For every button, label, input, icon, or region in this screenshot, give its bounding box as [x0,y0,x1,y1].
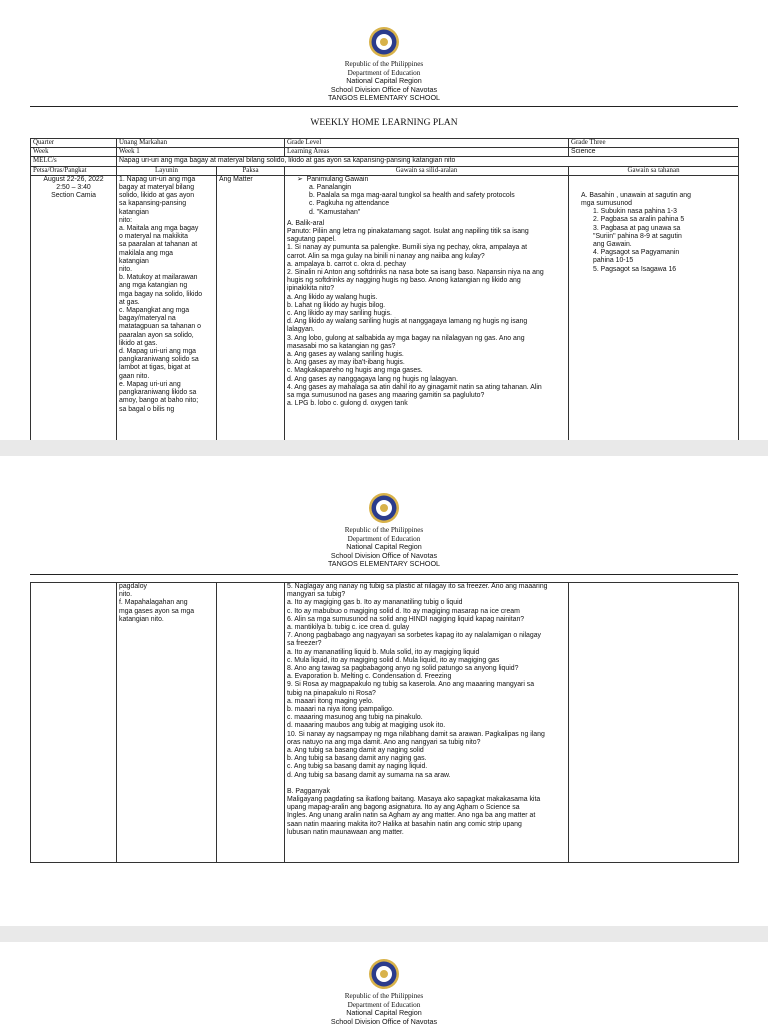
deped-seal-icon [368,958,400,990]
text-line: a. Ito ay magiging gas b. Ito ay mananatiling tubig o liquid [287,599,463,607]
text-line: Panuto: Piliin ang letra ng pinakatamang sagot. Isulat ang napiling titik sa isang [287,228,529,236]
text-line: a. Ang tubig sa basang damit ay naging solid [287,747,424,755]
layunin-lines [119,583,214,624]
text-line: sa paaralan at tahanan at [119,241,198,249]
col-header-layunin: Layunin [117,166,217,175]
text-line: "Suriin" pahina 8-9 at sagutin [593,232,682,240]
text-line: carrot. Alin sa mga gulay na binili ni nanay ang naiiba ang kulay? [287,252,485,260]
header-line-division: School Division Office of Navotas [330,84,438,94]
text-line: 6. Alin sa mga sumusunod na solid ang HINDI nagiging liquid kapag nainitan? [287,615,525,623]
text-line: c. Magkakapareho ng hugis ang mga gases. [287,367,423,375]
text-line: a. Evaporation b. Melting c. Condensation d. Freezing [287,673,452,681]
text-line: a. LPG b. lobo c. gulong d. oxygen tank [287,400,408,408]
page-gap-2 [0,926,768,942]
text-line: 4. Ang gases ay mahalaga sa atin dahil ito ay ginagamit natin sa ating tahanan. Alin [287,383,542,391]
learning-areas-value: Science [569,148,739,157]
text-line: ipinakikita nito? [287,285,335,293]
col-header-petsa: Petsa/Oras/Pangkat [31,166,117,175]
text-line: A. Basahin , unawain at sagutin ang [581,191,691,199]
text-line: pangkaraniwang likido sa [119,389,197,397]
week-value: Week 1 [117,148,285,157]
text-line: sagutang papel. [287,236,337,244]
panimula-items [287,184,566,217]
text-line: hugis ng softdrinks ay nagging hugis ng baso. Anong katangian ng likido ang [287,277,521,285]
text-line: at gas. [119,298,140,306]
text-line: bagay/materyal na [119,315,176,323]
text-line: 1. Si nanay ay pumunta sa palengke. Bumili siya ng pechay, okra, ampalaya at [287,244,528,252]
text-line: b. Ang gases ay may iba't-ibang hugis. [287,359,405,367]
text-line: 2. Sinalin ni Anton ang softdrinks na nasa bote sa isang baso. Napansin niya na ang [287,269,544,277]
silid-cell [285,583,569,863]
text-line: ang mga katangian ng [119,282,188,290]
text-line: 7. Anong pagbabago ang nagyayari sa sorbetes kapag ito ay nalalamigan o nilagay [287,632,541,640]
text-line: c. Pagkuha ng attendance [309,200,390,208]
week-label: Week [31,148,117,157]
row-content-page-2 [31,583,739,863]
plan-table-page-1 [30,138,739,448]
text-line: b. Lahat ng likido ay hugis bilog. [287,301,386,309]
text-line: matatagpuan sa tahanan o [119,323,201,331]
text-line: e. Mapag uri-uri ang [119,380,181,388]
row-melc [31,157,739,166]
text-line: 9. Si Rosa ay magpapakulo ng tubig sa kaserola. Ano ang maaaring mangyari sa [287,681,535,689]
text-line: d. "Kamustahan" [309,208,361,216]
text-line: a. maaari itong maging yelo. [287,697,374,705]
balik-aral-lines [287,220,566,409]
header-line-republic: Republic of the Philippines [344,526,424,534]
text-line: tubig na pinapakulo ni Rosa? [287,689,376,697]
text-line: likido at gas. [119,339,158,347]
letterhead [0,60,768,103]
tahanan-cell [569,583,739,863]
pagganyak-lines [287,796,566,837]
row-quarter [31,139,739,148]
text-line: ang Gawain. [593,241,632,249]
panimula-title: Panimulang Gawain [306,175,369,183]
text-line: c. Mula liquid, ito ay magiging solid d. Mula liquid, ito ay magiging gas [287,656,500,664]
petsa-cell [31,175,117,447]
text-line: b. Ang tubig sa basang damit any naging gas. [287,755,427,763]
header-line-region: National Capital Region [346,76,422,86]
text-line: katangian [119,208,149,216]
melc-label: MELC/s [31,157,117,166]
text-line: saan natin maaring makita ito? Halika at basahin natin ang comic strip upang [287,820,522,828]
petsa-section: Section Camia [51,192,96,200]
text-line: c. Ang tubig sa basang damit ay naging liquid. [287,763,428,771]
text-line: d. Ang tubig sa basang damit ay sumama na sa araw. [287,771,451,779]
text-line: 10. Si nanay ay nagsampay ng mga nilabhang damit sa arawan. Pagkalipas ng ilang [287,730,545,738]
text-line: 5. Naglagay ang nanay ng tubig sa plastic at nilagay ito sa freezer. Ano ang maaaring [287,583,548,590]
quarter-label: Quarter [31,139,117,148]
text-line: c. maaaring masunog ang tubig na pinakulo. [287,714,423,722]
text-line: Ingles. Ang unang aralin natin sa Agham ay ang matter. Ano nga ba ang matter at [287,812,536,820]
header-rule [30,574,738,575]
text-line: sa kapansing-pansing [119,200,187,208]
text-line: nito. [119,266,133,274]
text-line: paaralan ayon sa solido, [119,331,194,339]
text-line: bagay at materyal bilang [119,184,195,192]
text-line: oras natuyo na ang mga damit. Ano ang nangyari sa tubig nito? [287,738,481,746]
text-line: c. Ito ay mabubuo o magiging solid d. Ito ay magiging masarap na ice cream [287,607,520,615]
text-line: gaan nito. [119,372,150,380]
col-header-tahanan: Gawain sa tahanan [569,166,739,175]
text-line: sa mga sumusunod na gases ang maaring gamitin sa pagluluto? [287,392,485,400]
text-line: mangyari sa tubig? [287,591,346,599]
text-line: d. maaaring maubos ang tubig at magiging usok ito. [287,722,446,730]
tahanan-cell [569,175,739,447]
text-line: 1. Subukin nasa pahina 1-3 [593,208,677,216]
header-line-deped: Department of Education [347,68,421,77]
page-1 [0,0,768,440]
text-line: a. ampalaya b. carrot c. okra d. pechay [287,260,407,268]
text-line: 2. Pagbasa sa aralin pahina 5 [593,216,685,224]
quarter-value: Unang Markahan [117,139,285,148]
text-line: Maligayang pagdating sa ikatlong baitang. Masaya ako sapagkat makakasama kita [287,796,541,804]
pagganyak-title: B. Pagganyak [287,787,330,795]
header-rule [30,106,738,107]
text-line: sa freezer? [287,640,322,648]
text-line: 4. Pagsagot sa Pagyamanin [593,249,680,257]
page-3 [0,942,768,1024]
panimula-heading: ➢ Panimulang Gawain [297,175,369,183]
row-content-page-1 [31,175,739,447]
col-header-silid: Gawain sa silid-aralan [285,166,569,175]
text-line: makilala ang mga [119,249,174,257]
balik-aral-lines [287,583,566,780]
text-line: mga sumusunod [581,200,632,208]
petsa-time: 2:50 – 3:40 [56,184,91,192]
learning-areas-label: Learning Areas [285,148,569,157]
letterhead [0,992,768,1026]
page-2 [0,456,768,926]
row-column-headers [31,166,739,175]
text-line: katangian nito. [119,615,164,623]
text-line: sa bagal o bilis ng [119,405,175,413]
header-line-school: TANGOS ELEMENTARY SCHOOL [327,559,441,569]
text-line: katangian [119,257,149,265]
text-line: pahina 10-15 [593,257,634,265]
text-line: f. Mapahalagahan ang [119,599,188,607]
header-line-region: National Capital Region [346,1008,422,1018]
text-line: lambot at tigas, bigat at [119,364,191,372]
header-line-division: School Division Office of Navotas [330,550,438,560]
header-line-republic: Republic of the Philippines [344,992,424,1000]
text-line: d. Ang gases ay nanggagaya lang ng hugis ng lalagyan. [287,375,458,383]
paksa-cell [217,583,285,863]
text-line: a. mantikilya b. tubig c. ice crea d. gulay [287,624,410,632]
header-line-region: National Capital Region [346,542,422,552]
text-line: 3. Pagbasa at pag unawa sa [593,224,681,232]
layunin-lines [119,176,214,414]
text-line: lalagyan. [287,326,315,334]
text-line: d. Mapag uri-uri ang mga [119,348,196,356]
grade-level-value: Grade Three [569,139,739,148]
text-line: masasabi mo sa katangian ng gas? [287,342,396,350]
row-week [31,148,739,157]
text-line: mga gases ayon sa mga [119,607,195,615]
text-line: 3. Ang lobo, gulong at salbabida ay mga bagay na nilalagyan ng gas. Ano ang [287,334,525,342]
text-line: b. Matukoy at mailarawan [119,274,198,282]
text-line: pagdaloy [119,583,147,590]
letterhead [0,526,768,569]
text-line: 1. Napag uri-uri ang mga [119,175,196,183]
header-line-republic: Republic of the Philippines [344,60,424,68]
text-line: amoy, bango at baho nito; [119,397,199,405]
page-gap-1 [0,440,768,456]
text-line: 5. Pagsagot sa Isagawa 16 [593,265,677,273]
tahanan-intro [571,192,736,208]
text-line: d. Ang likido ay walang sariling hugis at nanggagaya lamang ng hugis ng isang [287,318,528,326]
text-line: 8. Ano ang tawag sa pagbabagong anyo ng solid patungo sa anyong liquid? [287,665,519,673]
text-line: mga bagay na solido, likido [119,290,203,298]
text-line: a. Ang likido ay walang hugis. [287,293,378,301]
petsa-date: August 22-26, 2022 [43,175,104,183]
text-line: o materyal na makikita [119,233,188,241]
text-line: c. Mapangkat ang mga [119,307,190,315]
grade-level-label: Grade Level [285,139,569,148]
text-line: nito. [119,591,133,599]
text-line: b. maaari na niya itong ipampaligo. [287,706,394,714]
text-line: c. Ang likido ay may sariling hugis. [287,310,392,318]
text-line: a. Ang gases ay walang sariling hugis. [287,351,404,359]
header-line-deped: Department of Education [347,534,421,543]
layunin-cell [117,583,217,863]
text-line: A. Balik-aral [287,219,325,227]
petsa-cell [31,583,117,863]
text-line: solido, likido at gas ayon [119,192,195,200]
col-header-paksa: Paksa [217,166,285,175]
silid-cell [285,175,569,447]
text-line: a. Panalangin [309,184,352,192]
deped-seal-icon [368,492,400,524]
text-line: upang mapag-aralin ang bagong asignatura. Ito ay ang Agham o Science sa [287,804,520,812]
text-line: nito: [119,216,133,224]
melc-value: Napag uri-uri ang mga bagay at materyal bilang solido, likido at gas ayon sa kapansing-pansing katangian nito [117,157,739,166]
header-line-division: School Division Office of Navotas [330,1016,438,1026]
text-line: lubusan natin maunawaan ang matter. [287,828,404,836]
tahanan-items [571,208,736,274]
paksa-cell: Ang Matter [217,175,285,447]
header-line-school: TANGOS ELEMENTARY SCHOOL [327,93,441,103]
plan-table-page-2 [30,582,739,863]
text-line: b. Paalala sa mga mag-aaral tungkol sa health and safety protocols [309,192,515,200]
text-line: a. Ito ay mananatiling liquid b. Mula solid, ito ay magiging liquid [287,648,480,656]
header-line-deped: Department of Education [347,1000,421,1009]
text-line: pangkaraniwang solido sa [119,356,199,364]
deped-seal-icon [368,26,400,58]
layunin-cell [117,175,217,447]
document-title: WEEKLY HOME LEARNING PLAN [310,118,458,128]
text-line: a. Maitala ang mga bagay [119,225,199,233]
